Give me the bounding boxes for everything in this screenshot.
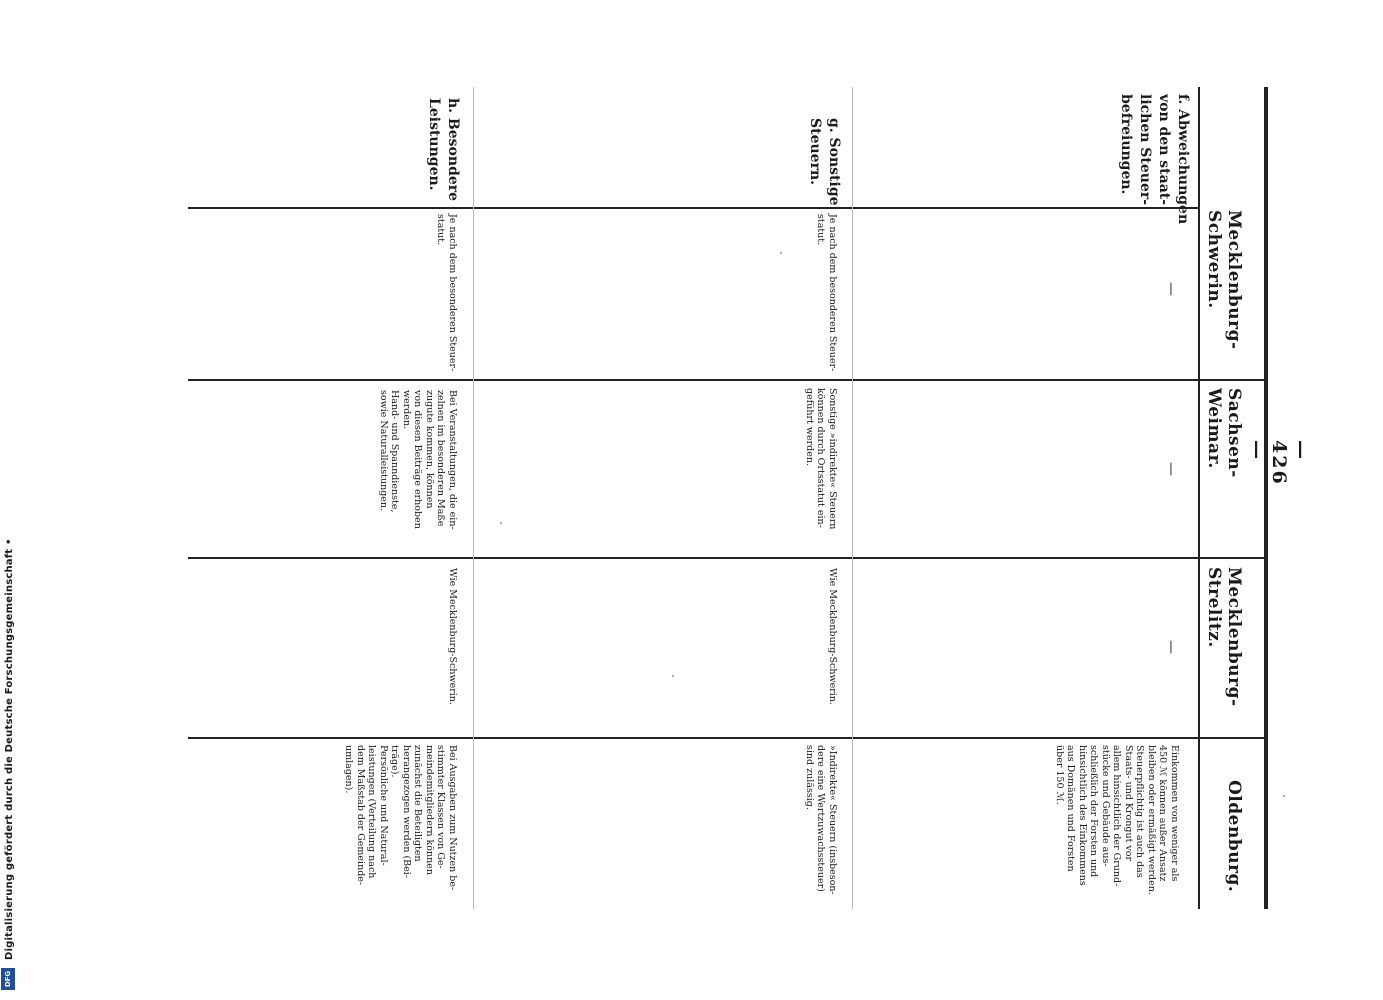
- column-rule-3: [188, 737, 1266, 739]
- scan-speck: [500, 522, 502, 524]
- cell-g-mecklenburg-strelitz: Wie Mecklenburg-Schwerin.: [827, 568, 838, 705]
- scan-speck: [672, 675, 674, 677]
- row-rule-2: [473, 87, 474, 909]
- cell-g-oldenburg: »Indirekte« Steuern (insbeson- dere eine Wertzuwachssteuer) sind zulässig.: [804, 745, 838, 895]
- column-header-mecklenburg-schwerin: Mecklenburg-Schwerin.: [1204, 210, 1244, 350]
- cell-f-mecklenburg-strelitz: —: [1163, 640, 1179, 654]
- column-header-mecklenburg-strelitz: Mecklenburg-Strelitz.: [1204, 567, 1244, 707]
- row-label-rule: [188, 207, 1200, 209]
- cell-h-oldenburg: Bei Ausgaben zum Nutzen be- stimmter Klassen von Ge- meindemitgliedern können zunächst die Beteiligten herangezogen werden (Bei- träge). Persönliche und Natural- leistungen (Verteilung nach dem Maßstab der Gemeinde- umlagen).: [343, 745, 458, 891]
- cell-f-mecklenburg-schwerin: —: [1163, 282, 1179, 296]
- page-number: — 426 —: [1246, 440, 1312, 486]
- cell-h-mecklenburg-schwerin: Je nach dem besonderen Steuer- statut.: [435, 214, 458, 372]
- header-rule: [1198, 87, 1200, 909]
- scan-speck: [780, 252, 782, 254]
- cell-h-sachsen-weimar: Bei Veranstaltungen, die ein- zelnen im besonderen Maße zugute kommen, können von diesen Beiträge erhoben werden. Hand- und Spanndienste, sowie Naturalleistungen.: [378, 390, 458, 530]
- cell-f-sachsen-weimar: —: [1163, 462, 1179, 476]
- cell-f-oldenburg: Einkommen von weniger als 450 ℳ können außer Ansatz bleiben oder ermäßigt werden. Steuerpflichtig ist auch das Staats- und Krongut vor allem hinsichtlich der Grund- stücke und Gebäude aus- schließlich der Forsten und hinsichtlich des Einkommens aus Domänen und Forsten über 150 ℳ.: [1054, 745, 1180, 895]
- cell-g-mecklenburg-schwerin: Je nach dem besonderen Steuer- statut.: [815, 214, 838, 372]
- column-rule-2: [188, 557, 1266, 559]
- row-label-h: h. Besondere Leistungen.: [426, 98, 461, 202]
- digitization-credit: Digitalisierung gefördert durch die Deutsche Forschungsgemeinschaft •: [4, 538, 15, 960]
- cell-g-sachsen-weimar: Sonstige »indirekte« Steuern können durch Ortsstatut ein- geführt werden.: [804, 388, 838, 530]
- cell-h-mecklenburg-strelitz: Wie Mecklenburg-Schwerin.: [447, 568, 458, 705]
- row-label-g: g. Sonstige Steuern.: [807, 118, 842, 206]
- row-rule-1: [852, 87, 853, 909]
- dfg-logo: DFG: [1, 968, 15, 990]
- column-rule-1: [188, 379, 1266, 381]
- column-header-sachsen-weimar: Sachsen-Weimar.: [1204, 388, 1244, 478]
- row-label-f: f. Abweichungen von den staat- lichen Steuer- befreiungen.: [1118, 94, 1191, 225]
- scan-speck: [1283, 795, 1285, 797]
- column-header-oldenburg: Oldenburg.: [1224, 780, 1244, 893]
